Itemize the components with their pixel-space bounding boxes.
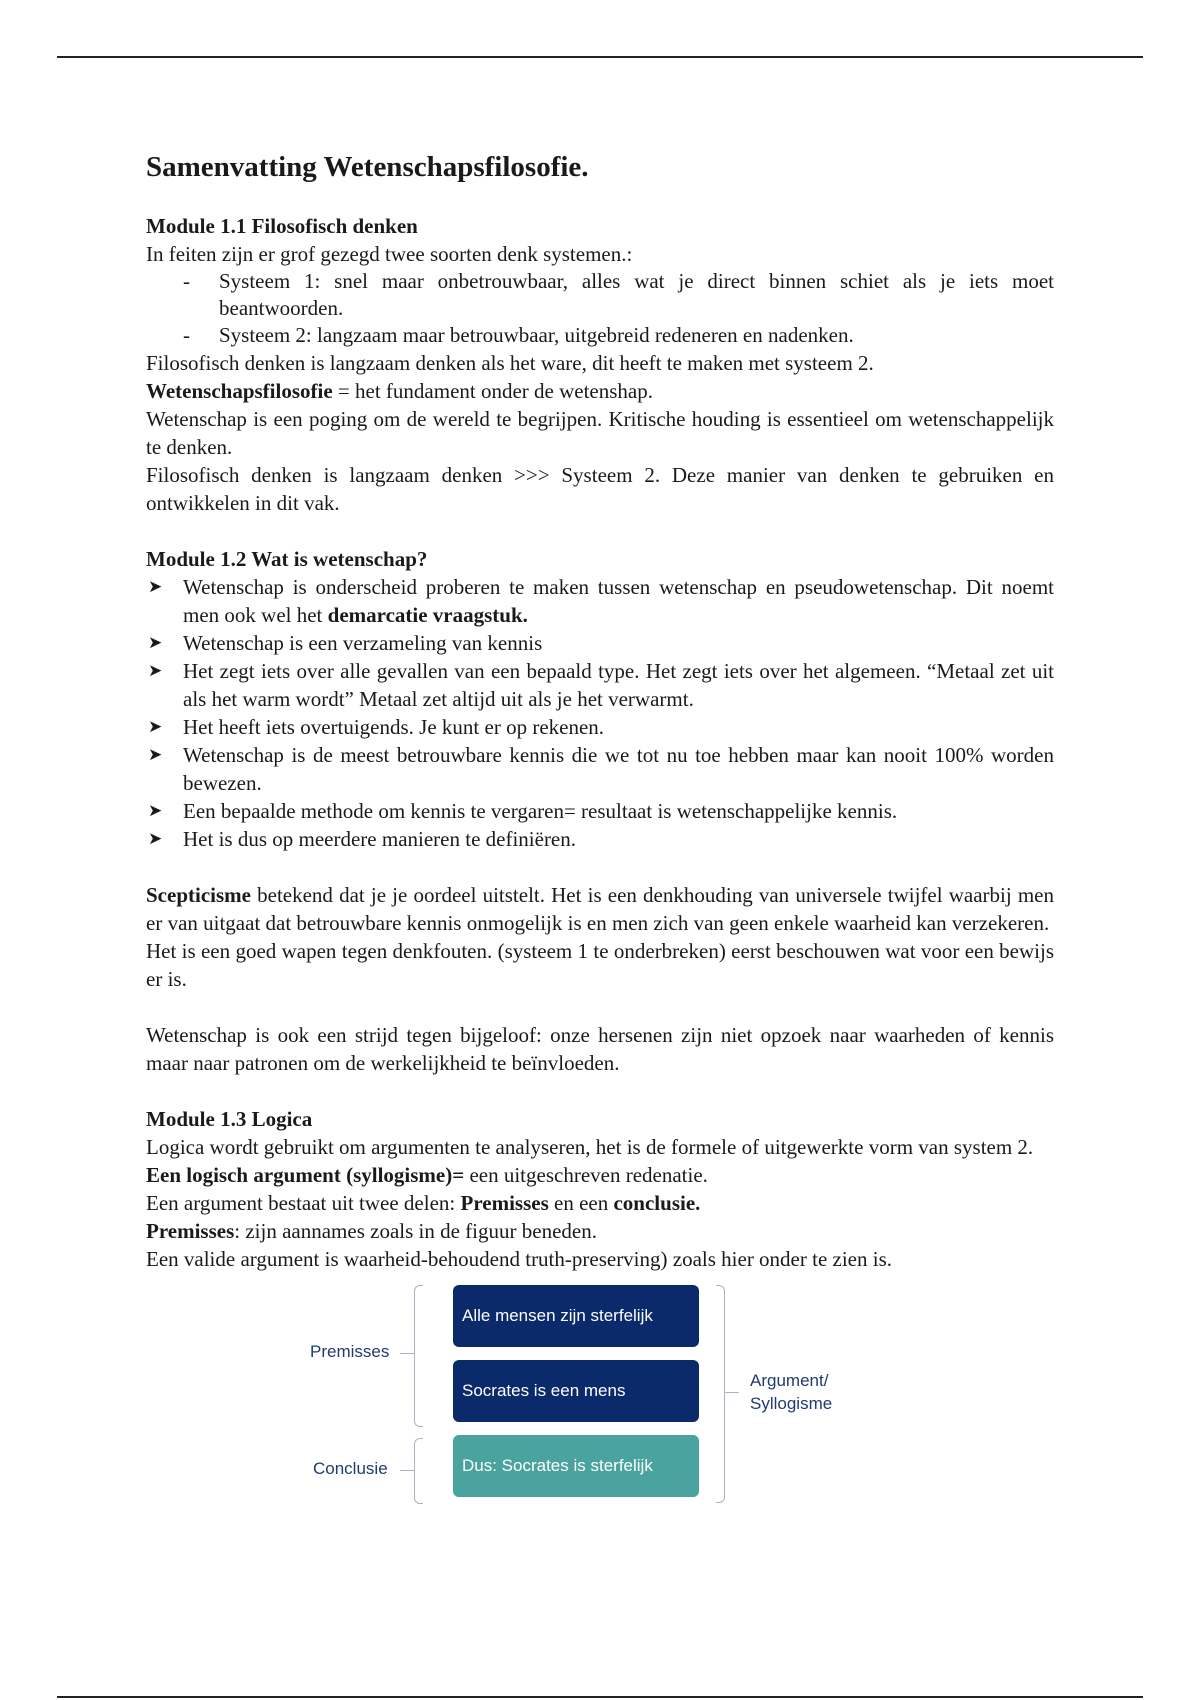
premise-box-2: Socrates is een mens	[453, 1360, 699, 1422]
bottom-rule	[57, 1696, 1143, 1698]
module-1-3-heading: Module 1.3 Logica	[146, 1107, 313, 1131]
list-item: ➤ Wetenschap is de meest betrouwbare kennis die we tot nu toe hebben maar kan nooit 100% worden bewezen.	[148, 743, 1054, 795]
term: Scepticisme	[146, 883, 251, 907]
top-rule	[57, 56, 1143, 58]
arrow-bullet-icon: ➤	[148, 801, 163, 821]
list-item: ➤ Een bepaalde methode om kennis te vergaren= resultaat is wetenschappelijke kennis.	[148, 799, 898, 823]
science-list	[146, 573, 1054, 853]
paragraph: Een argument bestaat uit twee delen: Premisses en een conclusie.	[146, 1191, 701, 1215]
term: Een logisch argument (syllogisme)=	[146, 1163, 465, 1187]
list-item: ➤ Wetenschap is onderscheid proberen te maken tussen wetenschap en pseudowetenschap. Dit noemt men ook wel het demarcatie vraagstuk.	[148, 575, 1054, 627]
syllogism-figure	[310, 1285, 870, 1510]
premisses-label: Premisses	[310, 1342, 390, 1361]
systems-list	[146, 268, 1054, 349]
premisses-bracket	[414, 1285, 423, 1427]
paragraph: Een logisch argument (syllogisme)= een uitgeschreven redenatie.	[146, 1163, 708, 1187]
conclusie-label: Conclusie	[313, 1459, 388, 1478]
module-1-1-heading: Module 1.1 Filosofisch denken	[146, 214, 418, 238]
list-item: - Systeem 1: snel maar onbetrouwbaar, alles wat je direct binnen schiet als je iets moet beantwoorden.	[183, 268, 1054, 322]
arrow-bullet-icon: ➤	[148, 577, 163, 597]
conclusion-box: Dus: Socrates is sterfelijk	[453, 1435, 699, 1497]
conclusie-connector	[400, 1470, 414, 1471]
paragraph: Premisses: zijn aannames zoals in de figuur beneden.	[146, 1219, 597, 1243]
list-item: ➤ Het zegt iets over alle gevallen van een bepaald type. Het zegt iets over het algemeen. “Metaal zet uit als het warm wordt” Metaal zet altijd uit als je het verwarmt.	[148, 659, 1054, 711]
list-item: - Systeem 2: langzaam maar betrouwbaar, uitgebreid redeneren en nadenken.	[183, 322, 1054, 349]
term: Wetenschapsfilosofie	[146, 379, 333, 403]
paragraph: Filosofisch denken is langzaam denken >>> Systeem 2. Deze manier van denken te gebruiken en ontwikkelen in dit vak.	[146, 463, 1054, 515]
paragraph	[146, 377, 1054, 405]
paragraph: Een valide argument is waarheid-behoudend truth-preserving) zoals hier onder te zien is.	[146, 1247, 893, 1271]
list-item: ➤ Het heeft iets overtuigends. Je kunt er op rekenen.	[148, 715, 605, 739]
definition: = het fundament onder de wetenshap.	[332, 379, 653, 403]
conclusie-bracket	[414, 1438, 423, 1504]
document-title: Samenvatting Wetenschapsfilosofie.	[146, 151, 589, 183]
paragraph: Filosofisch denken is langzaam denken als het ware, dit heeft te maken met systeem 2.	[146, 351, 874, 375]
list-item: ➤ Wetenschap is een verzameling van kennis	[148, 631, 543, 655]
module-1-1-intro: In feiten zijn er grof gezegd twee soorten denk systemen.:	[146, 242, 633, 266]
document-page	[146, 150, 1054, 1510]
paragraph: Logica wordt gebruikt om argumenten te analyseren, het is de formele of uitgewerkte vorm van system 2.	[146, 1135, 1034, 1159]
list-item: ➤ Het is dus op meerdere manieren te definiëren.	[148, 827, 577, 851]
module-1-2-heading: Module 1.2 Wat is wetenschap?	[146, 547, 428, 571]
argument-connector	[725, 1392, 739, 1393]
arrow-bullet-icon: ➤	[148, 717, 163, 737]
premisses-connector	[400, 1353, 414, 1354]
arrow-bullet-icon: ➤	[148, 745, 163, 765]
scepticisme-paragraph: Scepticisme betekend dat je je oordeel uitstelt. Het is een denkhouding van universele twijfel waarbij men er van uitgaat dat betrouwbare kennis onmogelijk is en men zich van geen enkele waarheid kan verzekeren.	[146, 883, 1054, 935]
paragraph: Wetenschap is ook een strijd tegen bijgeloof: onze hersenen zijn niet opzoek naar waarheden of kennis maar naar patronen om de werkelijkheid te beïnvloeden.	[146, 1023, 1054, 1075]
argument-label: Argument/ Syllogisme	[750, 1371, 833, 1413]
arrow-bullet-icon: ➤	[148, 661, 163, 681]
argument-bracket	[716, 1285, 725, 1503]
paragraph: Wetenschap is een poging om de wereld te begrijpen. Kritische houding is essentieel om wetenschappelijk te denken.	[146, 407, 1054, 459]
arrow-bullet-icon: ➤	[148, 829, 163, 849]
term: Premisses	[146, 1219, 235, 1243]
premise-box-1: Alle mensen zijn sterfelijk	[453, 1285, 699, 1347]
arrow-bullet-icon: ➤	[148, 633, 163, 653]
paragraph: Het is een goed wapen tegen denkfouten. (systeem 1 te onderbreken) eerst beschouwen wat voor een bewijs er is.	[146, 939, 1054, 991]
